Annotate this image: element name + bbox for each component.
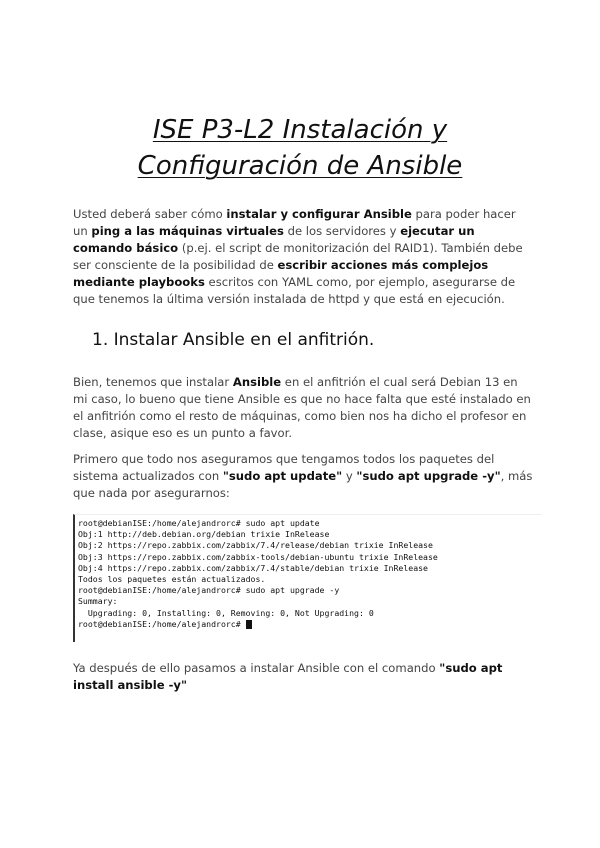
- text: y: [342, 469, 357, 483]
- bold-text: "sudo apt upgrade -y": [356, 469, 501, 483]
- text: (p.ej. el script de monitorización del RAID1). También debe ser consciente de la posibilidad de: [73, 241, 523, 272]
- bold-text: Ansible: [232, 375, 282, 389]
- terminal-screenshot: [73, 514, 541, 642]
- terminal-line: root@debianISE:/home/alejandrorc# sudo apt update: [78, 518, 320, 528]
- terminal-line: Obj:2 https://repo.zabbix.com/zabbix/7.4/release/debian trixie InRelease: [78, 540, 433, 551]
- text: en el anfitrión el cual será Debian 13 en mi caso, lo bueno que tiene Ansible es que no hace falta que esté instalado en el anfitrión como el resto de máquinas, como bien nos ha dicho el profesor en clase, asique eso es un punto a favor.: [73, 375, 531, 440]
- section-heading: 1. Instalar Ansible en el anfitrión.: [92, 330, 375, 350]
- bold-text: escribir acciones más complejos mediante playbooks: [73, 258, 489, 289]
- terminal-prompt-line: [78, 619, 541, 630]
- text: Primero que todo nos aseguramos que tengamos todos los paquetes del sistema actualizados con: [73, 452, 495, 483]
- text: para poder hacer un: [73, 207, 516, 238]
- title-line-1: ISE P3-L2 Instalación y: [152, 115, 448, 145]
- terminal-line: root@debianISE:/home/alejandrorc#: [78, 618, 246, 629]
- terminal-line: Obj:4 https://repo.zabbix.com/zabbix/7.4/stable/debian trixie InRelease: [78, 562, 428, 573]
- bold-text: ping a las máquinas virtuales: [91, 224, 284, 238]
- terminal-line: Obj:1 http://deb.debian.org/debian trixie InRelease: [78, 529, 330, 540]
- text: Ya después de ello pasamos a instalar Ansible con el comando: [73, 661, 440, 675]
- text: escritos con YAML como, por ejemplo, asegurarse de que tenemos la última versión instalada de httpd y que está en ejecución.: [73, 275, 516, 306]
- text: de los servidores y: [283, 224, 401, 238]
- terminal-line: Summary:: [78, 596, 118, 607]
- bold-text: ejecutar un comando básico: [73, 224, 475, 255]
- document-title: [0, 112, 600, 184]
- terminal-line: Todos los paquetes están actualizados.: [78, 574, 266, 585]
- intro-paragraph: [73, 206, 533, 308]
- terminal-line: Obj:3 https://repo.zabbix.com/zabbix-tools/debian-ubuntu trixie InRelease: [78, 551, 438, 562]
- bold-text: instalar y configurar Ansible: [226, 207, 412, 221]
- text: Usted deberá saber cómo: [73, 207, 227, 221]
- bold-text: "sudo apt update": [222, 469, 343, 483]
- bold-text: "sudo apt install ansible -y": [73, 661, 503, 692]
- title-line-2: Configuración de Ansible: [137, 151, 463, 181]
- cursor-icon: [246, 620, 252, 629]
- paragraph-3: [73, 660, 533, 694]
- text: , más que nada por asegurarnos:: [73, 469, 533, 500]
- paragraph-1: [73, 374, 533, 442]
- text: Bien, tenemos que instalar: [73, 375, 233, 389]
- terminal-line: root@debianISE:/home/alejandrorc# sudo apt upgrade -y: [78, 585, 340, 596]
- terminal-line: Upgrading: 0, Installing: 0, Removing: 0, Not Upgrading: 0: [78, 607, 374, 618]
- paragraph-2: [73, 451, 533, 502]
